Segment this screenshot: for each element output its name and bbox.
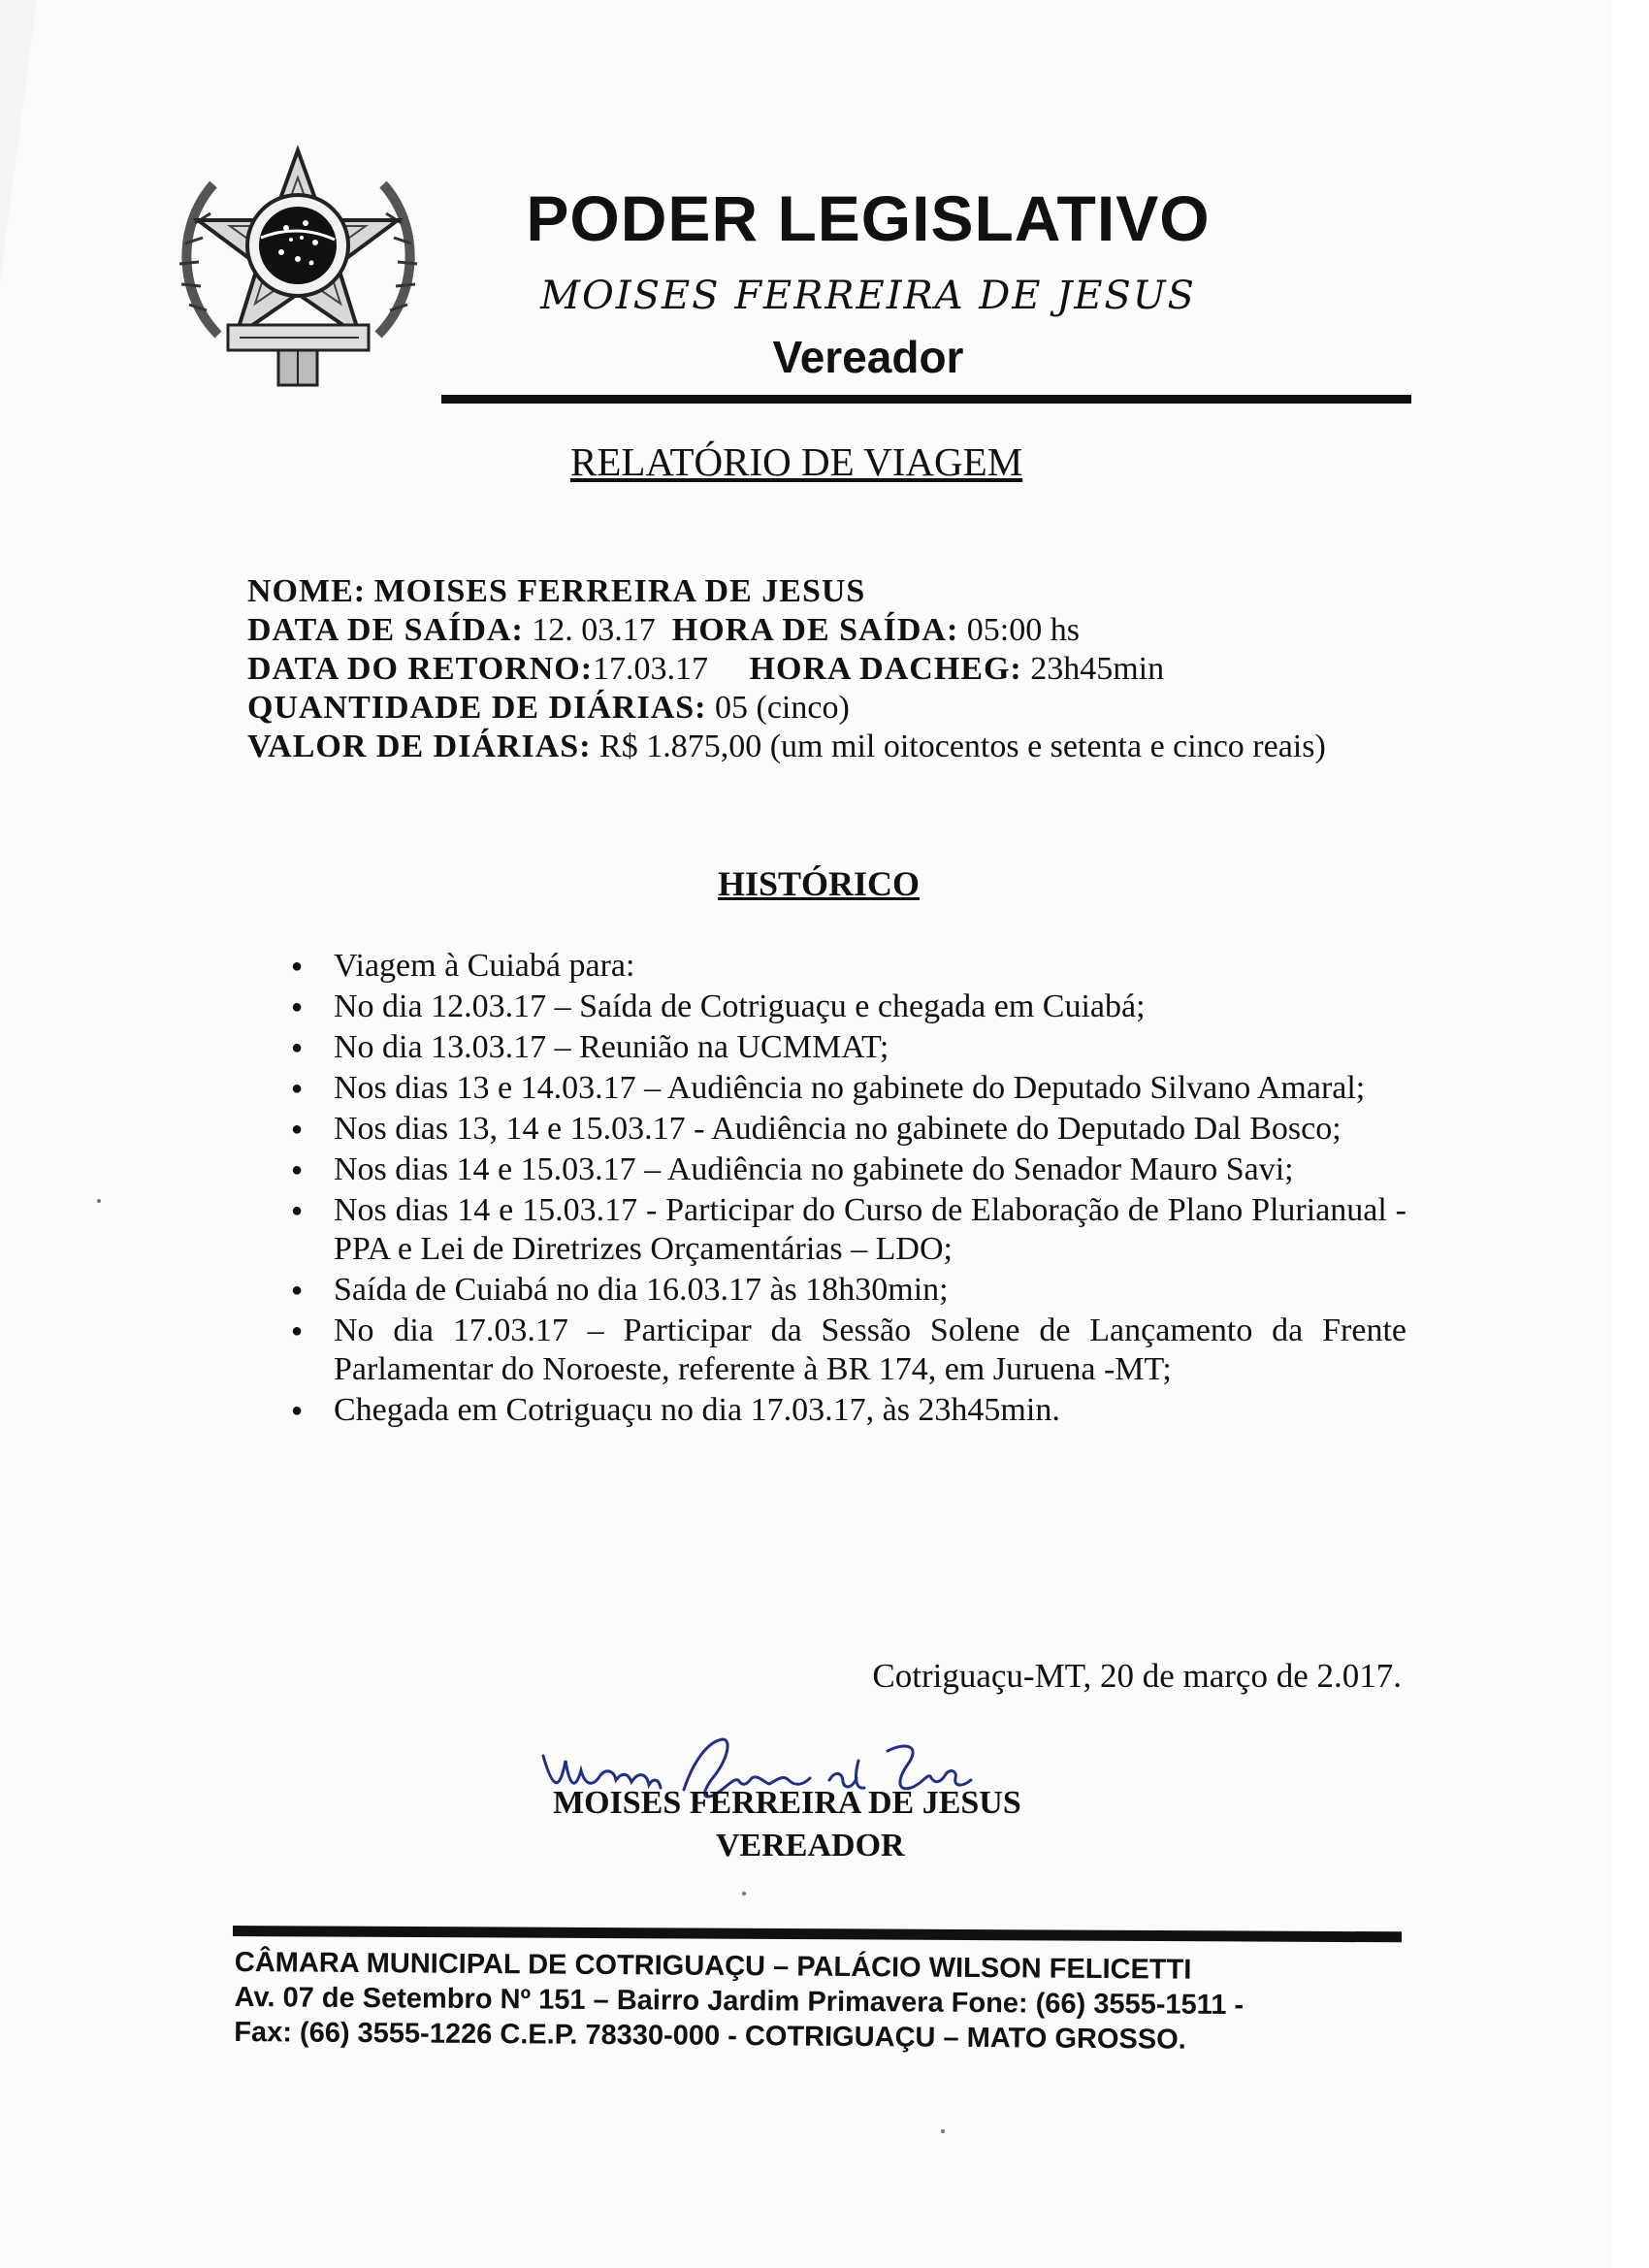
footer-divider (233, 1926, 1402, 1942)
org-title: PODER LEGISLATIVO (526, 182, 1211, 254)
hora-saida-label: HORA DE SAÍDA: (671, 612, 959, 648)
list-item: ● No dia 17.03.17 – Participar da Sessão Solene de Lançamento da Frente Parlamentar do Noroeste, referente à BR 174, em Juruena -MT; (291, 1312, 1406, 1389)
field-nome (247, 572, 1406, 611)
list-item: ● Nos dias 13, 14 e 15.03.17 - Audiência no gabinete do Deputado Dal Bosco; (291, 1110, 1406, 1149)
hora-cheg-label: HORA DACHEG: (749, 651, 1022, 687)
signer-name: MOISES FERREIRA DE JESUS (553, 1785, 1021, 1821)
footer (234, 1945, 1413, 2059)
field-retorno (247, 650, 1406, 689)
nome-value: MOISES FERREIRA DE JESUS (373, 573, 866, 609)
valor-diarias-label: VALOR DE DIÁRIAS: (247, 729, 592, 764)
councilor-role-heading: Vereador (772, 332, 964, 382)
header-divider (441, 395, 1411, 404)
list-item: ● Nos dias 13 e 14.03.17 – Audiência no gabinete do Deputado Silvano Amaral; (291, 1069, 1406, 1108)
list-item: ● Saída de Cuiabá no dia 16.03.17 às 18h30min; (291, 1271, 1406, 1310)
signer-role: VEREADOR (716, 1828, 905, 1863)
trip-fields (247, 572, 1406, 766)
qtd-diarias-value: 05 (cinco) (715, 690, 850, 726)
historico-title: HISTÓRICO (718, 864, 921, 903)
list-item: ● Nos dias 14 e 15.03.17 – Audiência no gabinete do Senador Mauro Savi; (291, 1150, 1406, 1189)
footer-line-3: Fax: (66) 3555-1226 C.E.P. 78330-000 - COTRIGUAÇU – MATO GROSSO. (234, 2016, 1186, 2056)
councilor-name-heading: MOISES FERREIRA DE JESUS (540, 274, 1196, 318)
list-item: ● No dia 12.03.17 – Saída de Cotriguaçu e chegada em Cuiabá; (291, 988, 1406, 1026)
list-item: ● Chegada em Cotriguaçu no dia 17.03.17, às 23h45min. (291, 1391, 1406, 1430)
nome-label: NOME: (247, 573, 367, 609)
data-saida-label: DATA DE SAÍDA: (247, 612, 524, 648)
field-quantidade (247, 689, 1406, 728)
scan-speck (941, 2129, 945, 2133)
qtd-diarias-label: QUANTIDADE DE DIÁRIAS: (247, 690, 707, 726)
list-item: ● No dia 13.03.17 – Reunião na UCMMAT; (291, 1028, 1406, 1067)
list-item: ● Nos dias 14 e 15.03.17 - Participar do Curso de Elaboração de Plano Plurianual - PPA e Lei de Diretrizes Orçamentárias – LDO; (291, 1191, 1406, 1269)
brazil-coat-of-arms-icon (160, 131, 436, 398)
footer-line-2: Av. 07 de Setembro Nº 151 – Bairro Jardim Primavera Fone: (66) 3555-1511 - (234, 1981, 1245, 2022)
scan-speck (97, 1199, 101, 1203)
document-title: RELATÓRIO DE VIAGEM (570, 439, 1023, 484)
scan-edge (1612, 0, 1649, 2268)
data-saida-value: 12. 03.17 (532, 612, 656, 648)
footer-line-1: CÂMARA MUNICIPAL DE COTRIGUAÇU – PALÁCIO WILSON FELICETTI (234, 1946, 1192, 1986)
folded-corner (0, 0, 37, 281)
field-valor (247, 728, 1406, 766)
hora-saida-value: 05:00 hs (966, 612, 1080, 648)
hora-cheg-value: 23h45min (1030, 651, 1165, 687)
place-date: Cotriguaçu-MT, 20 de março de 2.017. (872, 1657, 1402, 1695)
data-retorno-value: 17.03.17 (593, 651, 709, 687)
valor-diarias-value: R$ 1.875,00 (um mil oitocentos e setenta e cinco reais) (599, 729, 1326, 764)
list-item: ● Viagem à Cuiabá para: (291, 947, 1406, 986)
historico-list (291, 947, 1406, 1432)
scan-speck (742, 1892, 746, 1895)
data-retorno-label: DATA DO RETORNO: (247, 651, 594, 687)
field-saida (247, 611, 1406, 650)
